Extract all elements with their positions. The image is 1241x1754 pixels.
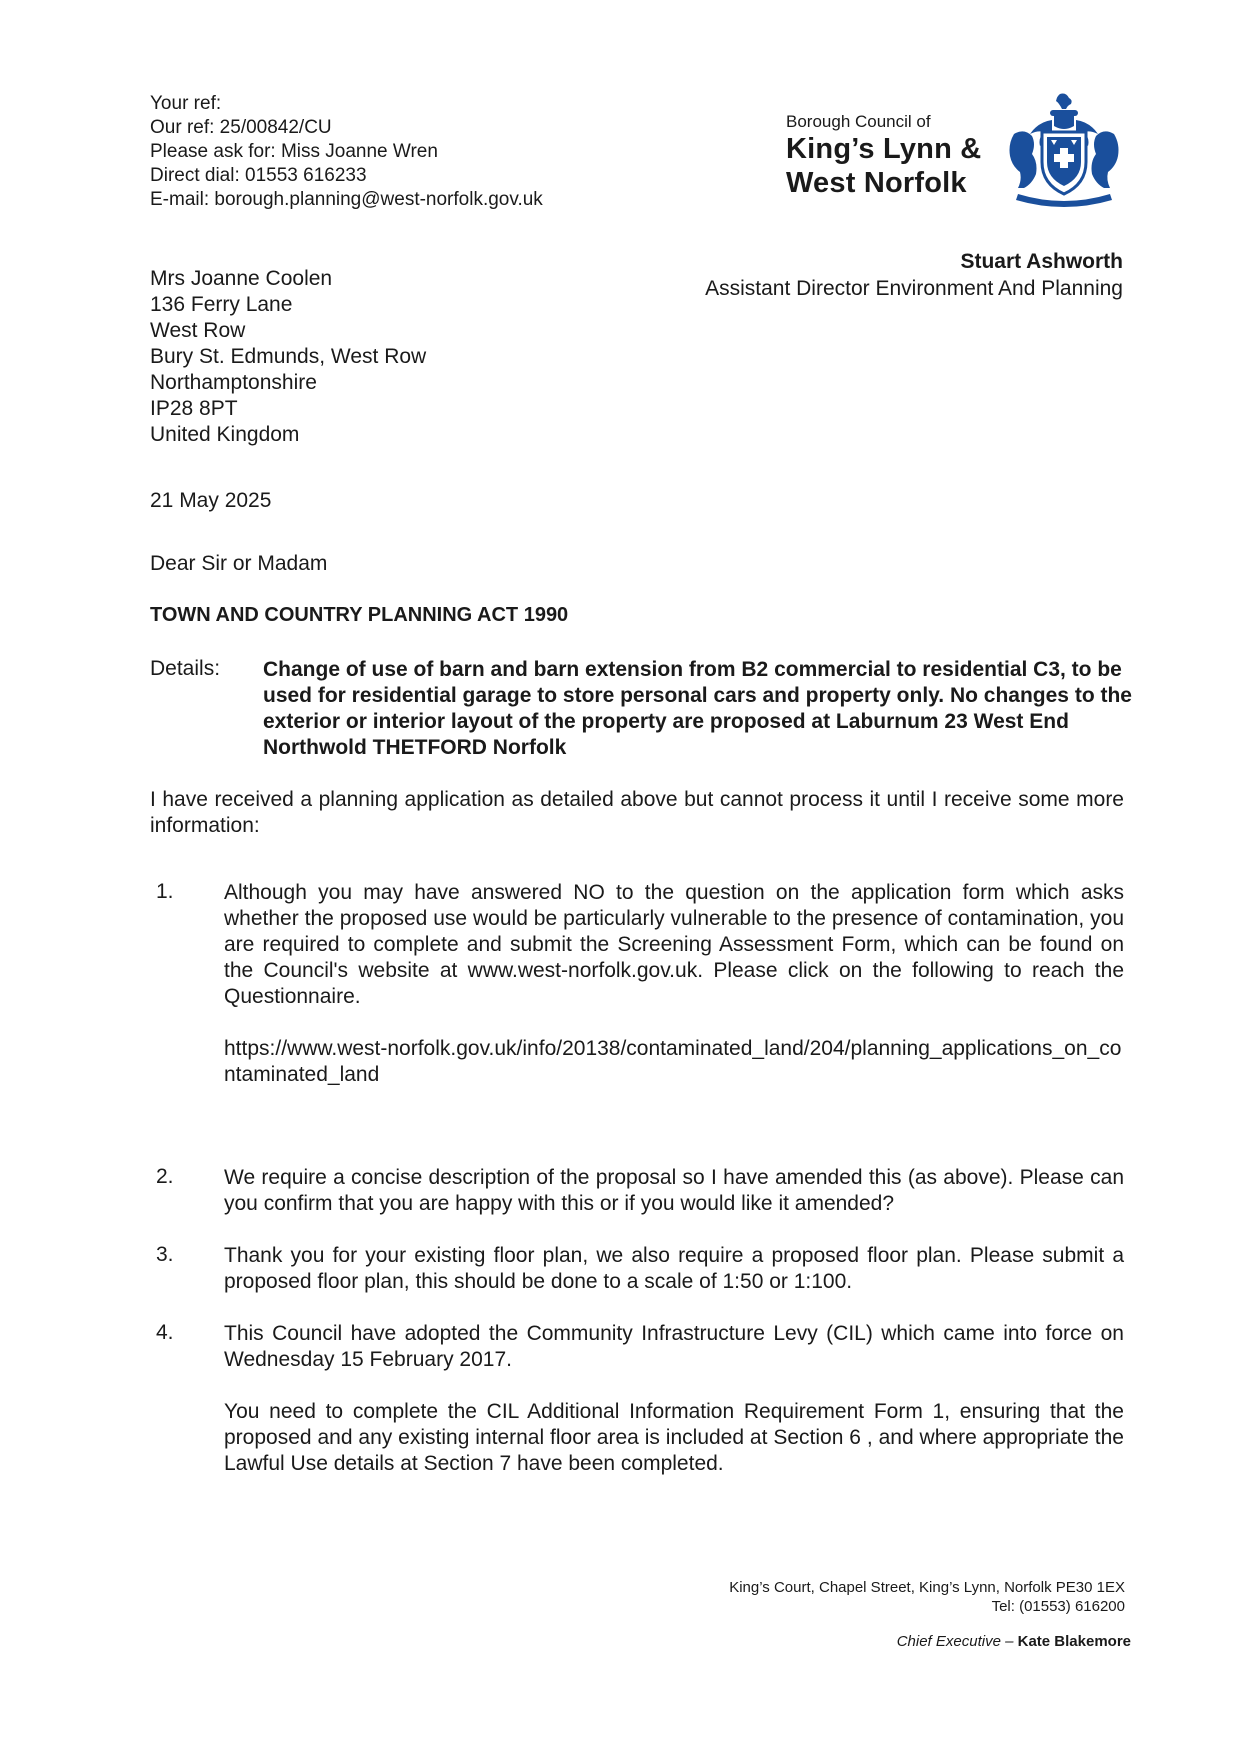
intro-paragraph: I have received a planning application as detailed above but cannot process it until I receive some more information: xyxy=(150,788,1124,837)
logo-line-3: West Norfolk xyxy=(786,167,967,199)
recipient-address xyxy=(150,266,426,448)
details-text: Change of use of barn and barn extension from B2 commercial to residential C3, to be used for residential garage to store personal cars and property only. No changes to the exterior or interior layout of the property are proposed at Laburnum 23 West End Northwold THETFORD Norfolk xyxy=(263,658,1132,759)
footer-chief-executive xyxy=(897,1633,1131,1650)
reference-block xyxy=(150,92,543,212)
address-line: United Kingdom xyxy=(150,423,300,446)
item-number: 4. xyxy=(156,1321,174,1344)
item-number: 3. xyxy=(156,1243,174,1266)
address-line: West Row xyxy=(150,319,246,342)
logo-line-1: Borough Council of xyxy=(786,112,931,131)
details-label: Details: xyxy=(150,657,221,680)
footer-address-block xyxy=(729,1578,1125,1616)
footer-tel: Tel: (01553) 616200 xyxy=(991,1598,1125,1615)
item-text: This Council have adopted the Community Infrastructure Levy (CIL) which came into force on Wednesday 15 February 2017. xyxy=(224,1322,1124,1371)
address-line: IP28 8PT xyxy=(150,397,238,420)
ask-for: Please ask for: Miss Joanne Wren xyxy=(150,141,438,162)
address-line: Northamptonshire xyxy=(150,371,317,394)
signatory-title: Assistant Director Environment And Planning xyxy=(705,277,1123,300)
contact-email: E-mail: borough.planning@west-norfolk.gov.uk xyxy=(150,189,543,210)
letter-date: 21 May 2025 xyxy=(150,489,272,512)
item-text: We require a concise description of the proposal so I have amended this (as above). Please can you confirm that you are happy with this or if you would like it amended? xyxy=(224,1166,1124,1215)
salutation: Dear Sir or Madam xyxy=(150,552,328,575)
your-ref: Your ref: xyxy=(150,93,222,114)
item-text: Although you may have answered NO to the question on the application form which asks whether the proposed use would be particularly vulnerable to the presence of contamination, you are required to complete and submit the Screening Assessment Form, which can be found on the Council's website at www.west-norfolk.gov.uk. Please click on the following to reach the Questionnaire. xyxy=(224,881,1124,1008)
signatory-block xyxy=(705,248,1123,302)
questionnaire-link[interactable]: https://www.west-norfolk.gov.uk/info/20138/contaminated_land/204/planning_applications_on_contaminated_land xyxy=(224,1037,1122,1086)
address-line: Bury St. Edmunds, West Row xyxy=(150,345,427,368)
item-number: 2. xyxy=(156,1165,174,1188)
letter-heading: TOWN AND COUNTRY PLANNING ACT 1990 xyxy=(150,604,569,626)
address-line: 136 Ferry Lane xyxy=(150,293,293,316)
item-text: Thank you for your existing floor plan, we also require a proposed floor plan. Please submit a proposed floor plan, this should be done to a scale of 1:50 or 1:100. xyxy=(224,1244,1124,1293)
item-text-continued: You need to complete the CIL Additional Information Requirement Form 1, ensuring that the proposed and any existing internal floor area is included at Section 6 , and where appropriate the Lawful Use details at Section 7 have been completed. xyxy=(224,1400,1124,1475)
logo-line-2: King’s Lynn & xyxy=(786,133,982,165)
footer-address: King’s Court, Chapel Street, King’s Lynn, Norfolk PE30 1EX xyxy=(729,1579,1125,1596)
ceo-role: Chief Executive – xyxy=(896,1633,1014,1650)
council-logo-text xyxy=(786,112,981,200)
our-ref: Our ref: 25/00842/CU xyxy=(150,117,332,138)
item-number: 1. xyxy=(156,880,174,903)
address-line: Mrs Joanne Coolen xyxy=(150,267,333,290)
council-crest-icon xyxy=(1004,90,1124,210)
signatory-name: Stuart Ashworth xyxy=(960,250,1123,273)
ceo-name: Kate Blakemore xyxy=(1017,1633,1131,1650)
direct-dial: Direct dial: 01553 616233 xyxy=(150,165,367,186)
